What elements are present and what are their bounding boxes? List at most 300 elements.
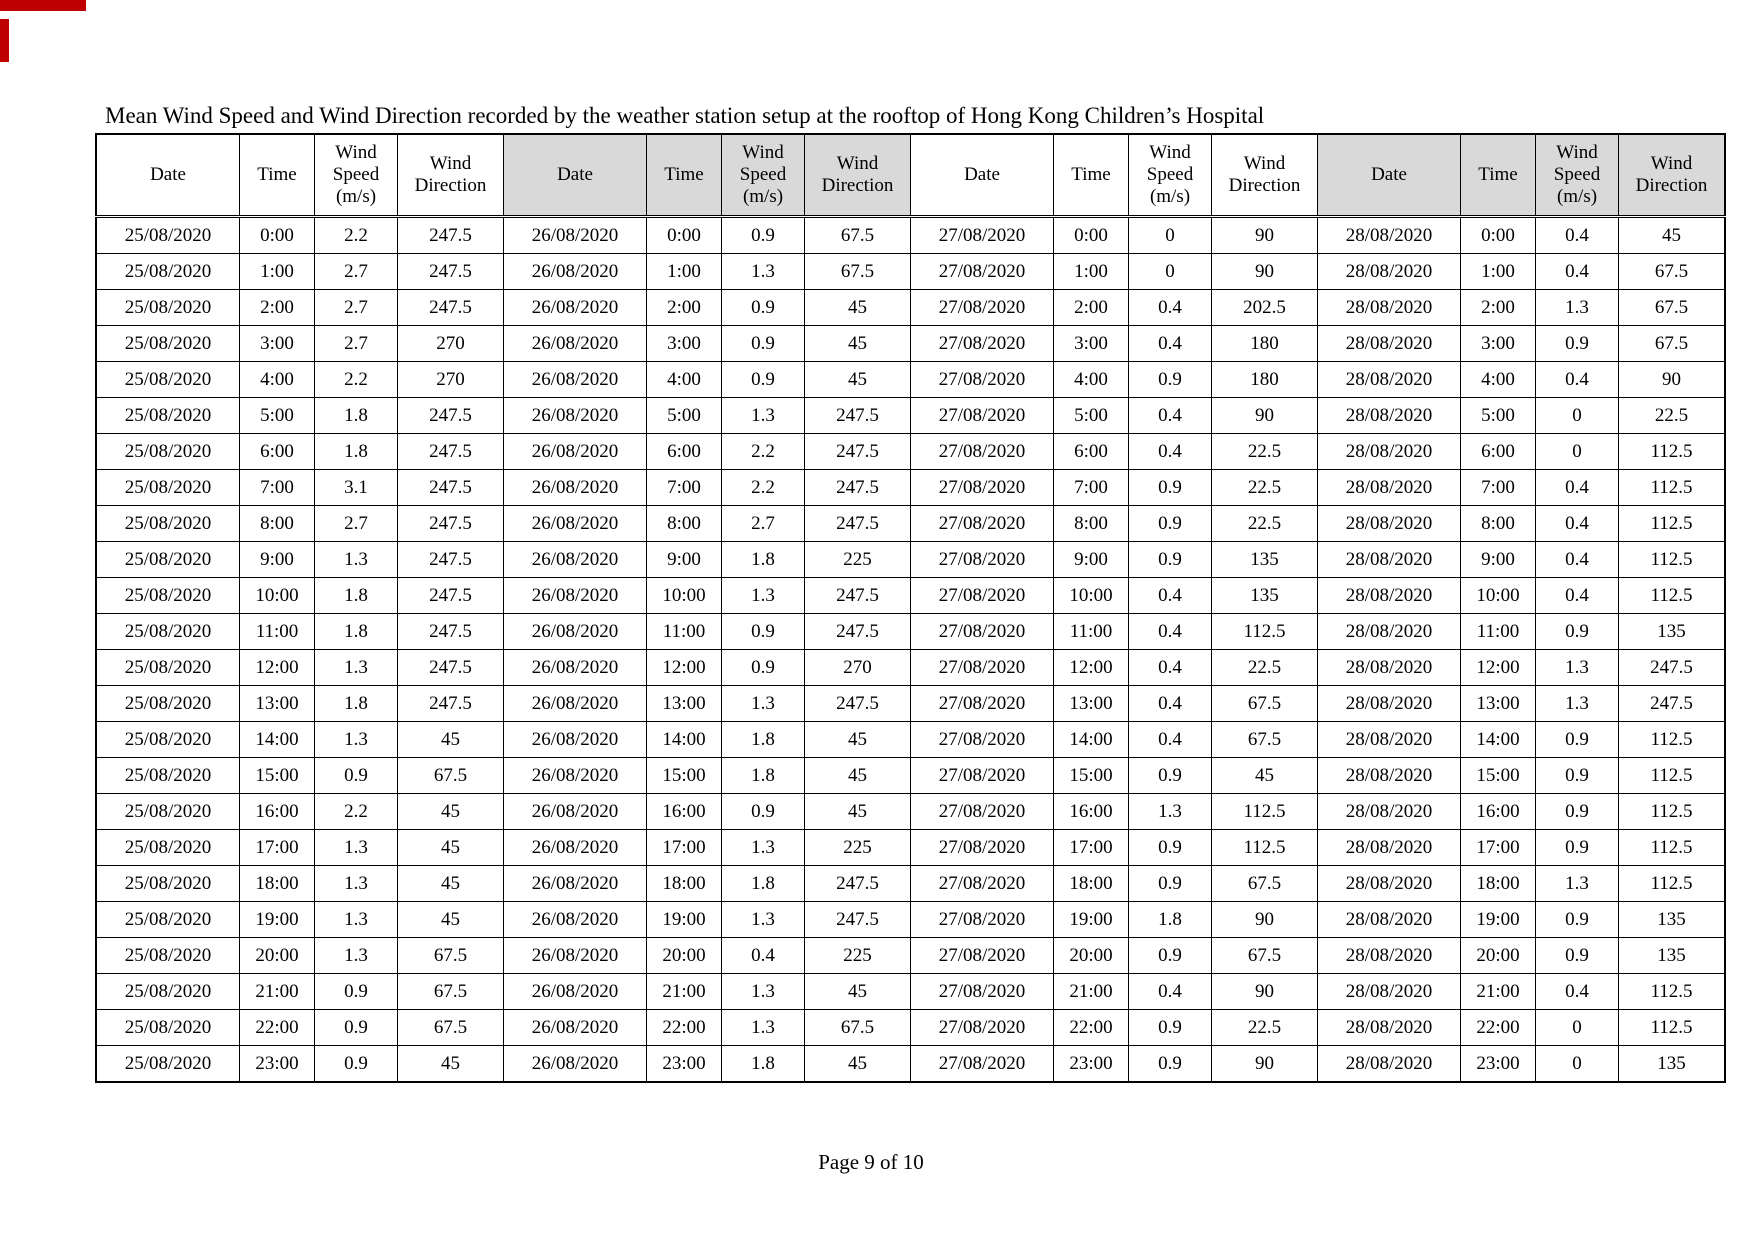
wind-speed-cell: 0.9 [1536,902,1619,938]
time-cell: 18:00 [240,866,315,902]
wind-direction-cell: 22.5 [1212,650,1318,686]
date-cell: 26/08/2020 [504,614,647,650]
wind-direction-cell: 247.5 [398,217,504,254]
wind-direction-cell: 90 [1212,974,1318,1010]
wind-direction-cell: 135 [1619,614,1726,650]
date-cell: 25/08/2020 [96,866,240,902]
date-cell: 25/08/2020 [96,758,240,794]
date-cell: 25/08/2020 [96,902,240,938]
time-cell: 9:00 [1054,542,1129,578]
wind-speed-cell: 1.3 [722,830,805,866]
wind-speed-cell: 1.3 [315,650,398,686]
wind-speed-cell: 2.2 [722,470,805,506]
time-cell: 16:00 [240,794,315,830]
wind-speed-cell: 0.4 [1129,722,1212,758]
page-title: Mean Wind Speed and Wind Direction recorded by the weather station setup at the rooftop of Hong Kong Children’s Hospital [105,103,1265,128]
date-cell: 26/08/2020 [504,290,647,326]
time-cell: 15:00 [1461,758,1536,794]
wind-data-table [95,133,1726,1083]
wind-speed-cell: 2.2 [315,217,398,254]
wind-direction-cell: 45 [805,1046,911,1083]
page-number: Page 9 of 10 [818,1150,924,1174]
wind-speed-cell: 0.9 [1129,470,1212,506]
date-cell: 28/08/2020 [1318,794,1461,830]
wind-direction-cell: 67.5 [1212,938,1318,974]
time-cell: 17:00 [240,830,315,866]
date-cell: 27/08/2020 [911,434,1054,470]
table-row [96,758,1725,794]
wind-speed-cell: 0.9 [1129,362,1212,398]
date-cell: 26/08/2020 [504,938,647,974]
wind-direction-cell: 112.5 [1619,830,1726,866]
wind-speed-cell: 0.9 [1129,938,1212,974]
wind-speed-cell: 0.4 [1129,686,1212,722]
wind-speed-cell: 0.4 [1536,506,1619,542]
date-cell: 25/08/2020 [96,794,240,830]
time-cell: 7:00 [240,470,315,506]
date-cell: 26/08/2020 [504,794,647,830]
wind-direction-cell: 247.5 [1619,686,1726,722]
wind-direction-cell: 67.5 [398,974,504,1010]
time-cell: 3:00 [647,326,722,362]
date-cell: 26/08/2020 [504,902,647,938]
wind-direction-cell: 247.5 [805,614,911,650]
time-cell: 17:00 [1461,830,1536,866]
time-cell: 23:00 [1054,1046,1129,1083]
time-cell: 14:00 [240,722,315,758]
wind-direction-cell: 225 [805,542,911,578]
date-cell: 26/08/2020 [504,866,647,902]
wind-direction-cell: 135 [1619,1046,1726,1083]
date-cell: 26/08/2020 [504,722,647,758]
table-row [96,866,1725,902]
time-cell: 19:00 [647,902,722,938]
wind-direction-cell: 247.5 [805,902,911,938]
wind-direction-cell: 112.5 [1619,470,1726,506]
time-cell: 3:00 [240,326,315,362]
table-row [96,362,1725,398]
wind-direction-cell: 112.5 [1212,830,1318,866]
time-cell: 7:00 [1054,470,1129,506]
wind-direction-cell: 45 [805,290,911,326]
wind-direction-cell: 247.5 [805,506,911,542]
wind-speed-cell: 0.9 [1129,542,1212,578]
wind-speed-cell: 0 [1536,398,1619,434]
time-cell: 17:00 [647,830,722,866]
time-cell: 9:00 [240,542,315,578]
wind-direction-cell: 22.5 [1212,1010,1318,1046]
date-cell: 28/08/2020 [1318,434,1461,470]
wind-speed-cell: 0.9 [315,1010,398,1046]
date-cell: 25/08/2020 [96,578,240,614]
wind-speed-cell: 0.9 [1129,1046,1212,1083]
date-cell: 27/08/2020 [911,217,1054,254]
wind-direction-cell: 247.5 [398,542,504,578]
date-cell: 28/08/2020 [1318,470,1461,506]
date-cell: 26/08/2020 [504,830,647,866]
time-cell: 14:00 [1054,722,1129,758]
wind-speed-cell: 0 [1129,217,1212,254]
date-cell: 26/08/2020 [504,470,647,506]
wind-speed-cell: 1.3 [722,398,805,434]
wind-speed-cell: 2.7 [315,290,398,326]
time-cell: 11:00 [647,614,722,650]
date-cell: 25/08/2020 [96,398,240,434]
date-cell: 27/08/2020 [911,398,1054,434]
wind-speed-cell: 0.9 [1129,758,1212,794]
date-cell: 28/08/2020 [1318,542,1461,578]
wind-direction-cell: 45 [805,794,911,830]
date-cell: 26/08/2020 [504,974,647,1010]
time-cell: 20:00 [647,938,722,974]
wind-direction-header: Wind Direction [805,134,911,217]
wind-speed-cell: 1.3 [315,830,398,866]
date-cell: 27/08/2020 [911,650,1054,686]
time-cell: 0:00 [647,217,722,254]
table-row [96,974,1725,1010]
date-cell: 27/08/2020 [911,578,1054,614]
wind-speed-cell: 1.8 [722,1046,805,1083]
table-row [96,614,1725,650]
time-cell: 5:00 [1461,398,1536,434]
date-cell: 28/08/2020 [1318,830,1461,866]
time-cell: 8:00 [647,506,722,542]
wind-speed-cell: 2.2 [315,362,398,398]
wind-speed-cell: 0.9 [315,1046,398,1083]
table-row [96,794,1725,830]
date-cell: 28/08/2020 [1318,722,1461,758]
wind-direction-cell: 247.5 [398,614,504,650]
time-cell: 19:00 [1461,902,1536,938]
time-cell: 11:00 [1054,614,1129,650]
date-header: Date [96,134,240,217]
date-cell: 25/08/2020 [96,470,240,506]
wind-direction-cell: 247.5 [398,254,504,290]
wind-speed-cell: 0.4 [1536,542,1619,578]
time-cell: 4:00 [1461,362,1536,398]
wind-direction-cell: 247.5 [805,470,911,506]
time-cell: 16:00 [647,794,722,830]
wind-direction-header: Wind Direction [1619,134,1726,217]
wind-direction-cell: 45 [398,794,504,830]
wind-direction-cell: 112.5 [1619,506,1726,542]
time-cell: 0:00 [1054,217,1129,254]
wind-speed-cell: 1.8 [722,542,805,578]
wind-speed-cell: 1.3 [722,1010,805,1046]
date-cell: 26/08/2020 [504,362,647,398]
time-cell: 23:00 [1461,1046,1536,1083]
table-row [96,470,1725,506]
date-cell: 27/08/2020 [911,254,1054,290]
wind-direction-cell: 270 [805,650,911,686]
wind-speed-cell: 1.3 [722,578,805,614]
time-cell: 10:00 [1054,578,1129,614]
date-cell: 27/08/2020 [911,1046,1054,1083]
wind-speed-cell: 1.8 [1129,902,1212,938]
wind-direction-cell: 112.5 [1212,794,1318,830]
time-header: Time [240,134,315,217]
time-cell: 13:00 [647,686,722,722]
time-cell: 6:00 [1054,434,1129,470]
date-cell: 28/08/2020 [1318,506,1461,542]
time-cell: 4:00 [240,362,315,398]
date-cell: 28/08/2020 [1318,902,1461,938]
time-cell: 20:00 [1054,938,1129,974]
wind-speed-cell: 0.9 [1129,1010,1212,1046]
wind-speed-cell: 0.9 [315,974,398,1010]
wind-direction-cell: 112.5 [1619,794,1726,830]
date-cell: 27/08/2020 [911,830,1054,866]
time-cell: 1:00 [1461,254,1536,290]
wind-speed-cell: 0.4 [1129,434,1212,470]
table-header-row [96,134,1725,217]
date-cell: 28/08/2020 [1318,1010,1461,1046]
date-cell: 27/08/2020 [911,686,1054,722]
time-cell: 21:00 [1054,974,1129,1010]
wind-speed-cell: 3.1 [315,470,398,506]
time-cell: 21:00 [647,974,722,1010]
wind-speed-cell: 0.4 [722,938,805,974]
date-cell: 27/08/2020 [911,1010,1054,1046]
wind-speed-cell: 1.8 [315,578,398,614]
date-cell: 25/08/2020 [96,974,240,1010]
wind-direction-cell: 112.5 [1619,974,1726,1010]
date-cell: 27/08/2020 [911,974,1054,1010]
time-cell: 22:00 [647,1010,722,1046]
wind-speed-cell: 0.4 [1129,650,1212,686]
date-cell: 28/08/2020 [1318,866,1461,902]
time-cell: 9:00 [647,542,722,578]
wind-direction-cell: 67.5 [398,1010,504,1046]
time-cell: 15:00 [240,758,315,794]
wind-speed-cell: 0.9 [722,794,805,830]
wind-direction-cell: 247.5 [398,578,504,614]
wind-speed-header: Wind Speed (m/s) [722,134,805,217]
date-cell: 27/08/2020 [911,722,1054,758]
wind-direction-cell: 45 [805,326,911,362]
wind-speed-cell: 1.3 [722,974,805,1010]
date-cell: 26/08/2020 [504,758,647,794]
time-cell: 5:00 [1054,398,1129,434]
time-cell: 2:00 [1461,290,1536,326]
date-cell: 25/08/2020 [96,254,240,290]
date-cell: 28/08/2020 [1318,614,1461,650]
date-cell: 25/08/2020 [96,326,240,362]
time-cell: 14:00 [1461,722,1536,758]
wind-direction-cell: 180 [1212,362,1318,398]
time-cell: 12:00 [1461,650,1536,686]
time-cell: 10:00 [647,578,722,614]
table-row [96,686,1725,722]
wind-speed-cell: 1.3 [315,938,398,974]
wind-speed-cell: 1.8 [315,614,398,650]
time-cell: 6:00 [240,434,315,470]
wind-speed-cell: 1.3 [1536,650,1619,686]
wind-direction-cell: 90 [1212,902,1318,938]
wind-speed-cell: 0 [1536,434,1619,470]
date-cell: 28/08/2020 [1318,217,1461,254]
wind-direction-cell: 270 [398,326,504,362]
wind-speed-cell: 1.8 [722,866,805,902]
wind-speed-cell: 1.8 [722,722,805,758]
time-cell: 21:00 [1461,974,1536,1010]
wind-direction-cell: 247.5 [805,866,911,902]
red-scan-mark-top [0,0,86,11]
time-cell: 16:00 [1461,794,1536,830]
time-cell: 18:00 [1054,866,1129,902]
wind-direction-cell: 67.5 [1619,290,1726,326]
wind-speed-cell: 0.9 [722,326,805,362]
wind-direction-cell: 67.5 [1212,722,1318,758]
wind-direction-cell: 67.5 [805,254,911,290]
date-cell: 28/08/2020 [1318,254,1461,290]
date-cell: 25/08/2020 [96,830,240,866]
wind-speed-cell: 1.3 [722,902,805,938]
date-cell: 27/08/2020 [911,866,1054,902]
wind-speed-cell: 0.9 [722,614,805,650]
wind-direction-cell: 67.5 [398,938,504,974]
wind-speed-cell: 0.9 [1129,866,1212,902]
wind-direction-cell: 45 [1212,758,1318,794]
wind-speed-cell: 0.4 [1536,217,1619,254]
date-cell: 26/08/2020 [504,542,647,578]
time-cell: 13:00 [240,686,315,722]
table-body [96,217,1725,1083]
wind-speed-header: Wind Speed (m/s) [315,134,398,217]
date-cell: 28/08/2020 [1318,326,1461,362]
date-cell: 25/08/2020 [96,614,240,650]
wind-speed-cell: 1.3 [1536,686,1619,722]
time-cell: 8:00 [1054,506,1129,542]
wind-direction-cell: 135 [1212,578,1318,614]
wind-speed-cell: 1.8 [315,686,398,722]
wind-direction-cell: 135 [1212,542,1318,578]
wind-speed-cell: 0.9 [1536,722,1619,758]
table-row [96,722,1725,758]
date-cell: 26/08/2020 [504,650,647,686]
wind-speed-cell: 0.9 [1536,758,1619,794]
wind-direction-cell: 112.5 [1619,866,1726,902]
wind-direction-cell: 22.5 [1212,506,1318,542]
date-cell: 28/08/2020 [1318,938,1461,974]
wind-speed-cell: 0.4 [1536,254,1619,290]
date-cell: 27/08/2020 [911,902,1054,938]
date-cell: 26/08/2020 [504,578,647,614]
time-cell: 7:00 [647,470,722,506]
time-cell: 10:00 [1461,578,1536,614]
time-header: Time [1461,134,1536,217]
time-cell: 17:00 [1054,830,1129,866]
wind-direction-cell: 90 [1212,254,1318,290]
table-row [96,650,1725,686]
date-cell: 28/08/2020 [1318,1046,1461,1083]
wind-direction-cell: 112.5 [1619,542,1726,578]
wind-direction-cell: 247.5 [805,686,911,722]
wind-speed-cell: 1.3 [315,542,398,578]
time-cell: 9:00 [1461,542,1536,578]
wind-direction-header: Wind Direction [398,134,504,217]
wind-speed-cell: 0.9 [1536,794,1619,830]
date-cell: 28/08/2020 [1318,974,1461,1010]
date-cell: 26/08/2020 [504,686,647,722]
wind-direction-cell: 45 [398,830,504,866]
wind-direction-cell: 112.5 [1619,578,1726,614]
wind-direction-cell: 67.5 [1619,326,1726,362]
wind-direction-cell: 45 [805,974,911,1010]
wind-speed-cell: 0.9 [1536,938,1619,974]
time-cell: 0:00 [1461,217,1536,254]
wind-speed-cell: 0.9 [1536,830,1619,866]
wind-speed-cell: 2.7 [722,506,805,542]
wind-direction-header: Wind Direction [1212,134,1318,217]
wind-direction-cell: 247.5 [398,506,504,542]
wind-speed-cell: 0.9 [1129,830,1212,866]
wind-speed-cell: 0.9 [722,290,805,326]
wind-direction-cell: 247.5 [1619,650,1726,686]
wind-direction-cell: 112.5 [1212,614,1318,650]
wind-direction-cell: 67.5 [1212,686,1318,722]
wind-speed-cell: 0 [1129,254,1212,290]
wind-direction-cell: 67.5 [398,758,504,794]
time-cell: 2:00 [240,290,315,326]
time-cell: 23:00 [240,1046,315,1083]
time-cell: 23:00 [647,1046,722,1083]
wind-direction-cell: 112.5 [1619,722,1726,758]
wind-direction-cell: 45 [398,902,504,938]
date-cell: 28/08/2020 [1318,758,1461,794]
time-cell: 22:00 [240,1010,315,1046]
wind-speed-cell: 0.9 [1129,506,1212,542]
wind-speed-cell: 0.4 [1129,974,1212,1010]
date-cell: 26/08/2020 [504,254,647,290]
time-cell: 5:00 [647,398,722,434]
date-cell: 27/08/2020 [911,758,1054,794]
wind-speed-cell: 2.7 [315,254,398,290]
wind-direction-cell: 90 [1212,217,1318,254]
date-cell: 26/08/2020 [504,398,647,434]
wind-speed-cell: 2.2 [315,794,398,830]
date-cell: 27/08/2020 [911,290,1054,326]
date-cell: 27/08/2020 [911,542,1054,578]
wind-speed-cell: 0.4 [1129,326,1212,362]
time-header: Time [1054,134,1129,217]
wind-speed-cell: 0 [1536,1010,1619,1046]
wind-speed-cell: 0.9 [1536,614,1619,650]
wind-speed-cell: 0.4 [1129,578,1212,614]
time-cell: 13:00 [1054,686,1129,722]
wind-speed-cell: 1.8 [722,758,805,794]
wind-direction-cell: 270 [398,362,504,398]
time-cell: 20:00 [1461,938,1536,974]
wind-speed-cell: 1.3 [722,686,805,722]
table-row [96,506,1725,542]
date-cell: 28/08/2020 [1318,362,1461,398]
date-cell: 25/08/2020 [96,1010,240,1046]
time-cell: 4:00 [1054,362,1129,398]
time-cell: 20:00 [240,938,315,974]
table-row [96,578,1725,614]
red-scan-mark-left [0,19,9,62]
table-row [96,902,1725,938]
wind-direction-cell: 247.5 [398,650,504,686]
time-cell: 1:00 [240,254,315,290]
time-cell: 8:00 [240,506,315,542]
wind-direction-cell: 247.5 [398,470,504,506]
wind-speed-cell: 0.4 [1536,362,1619,398]
time-cell: 21:00 [240,974,315,1010]
wind-direction-cell: 67.5 [805,1010,911,1046]
date-cell: 28/08/2020 [1318,398,1461,434]
